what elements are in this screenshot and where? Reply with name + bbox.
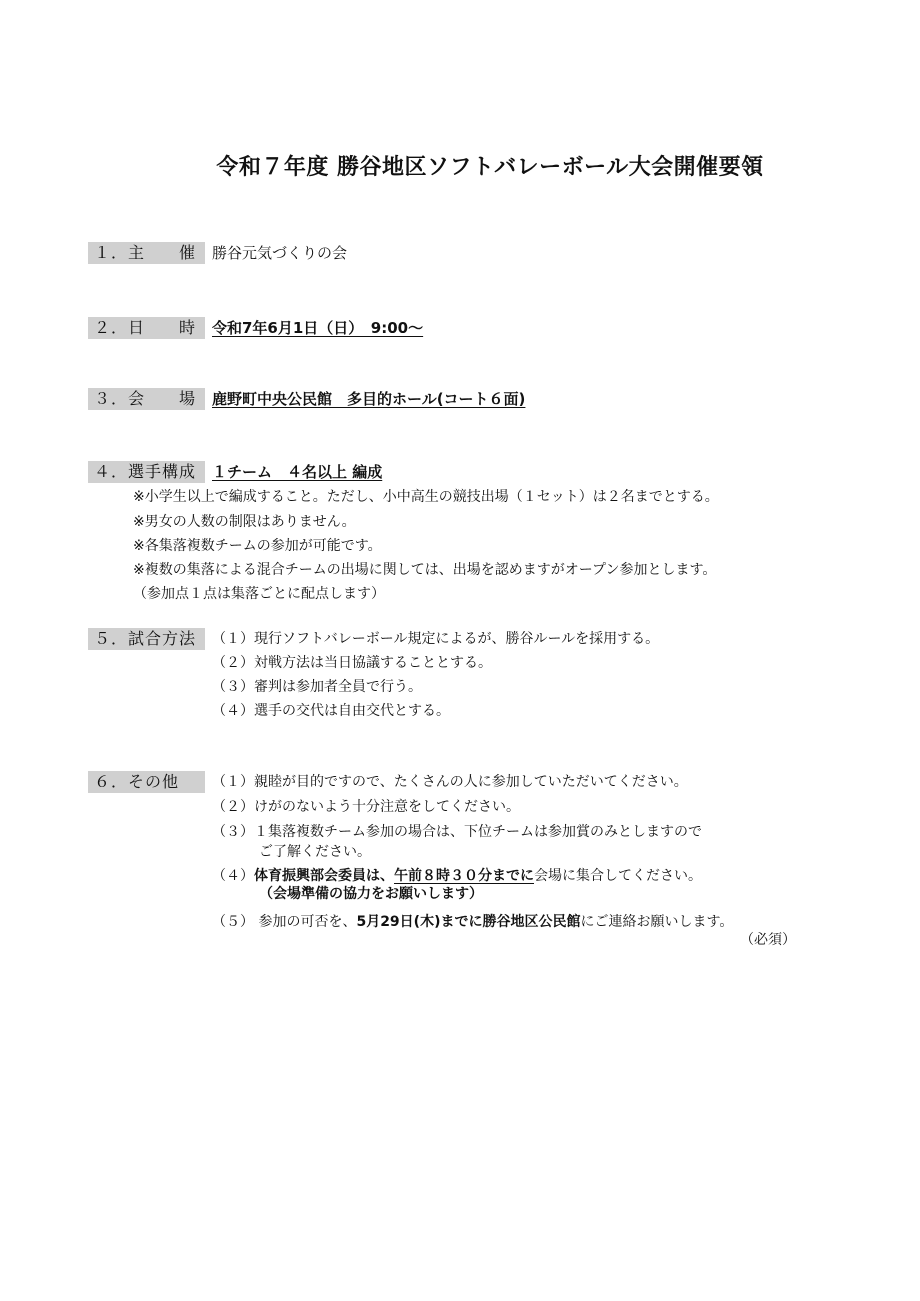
section-label-organizer (88, 242, 205, 264)
item-text: （５） 参加の可否を、 (212, 914, 357, 930)
players-note: ※小学生以上で編成すること。ただし、小中高生の競技出場（１セット）は２名までとする。 (133, 489, 719, 505)
rules-item: （１）現行ソフトバレーボール規定によるが、勝谷ルールを採用する。 (212, 631, 660, 647)
players-note: ※各集落複数チームの参加が可能です。 (133, 538, 382, 554)
rules-item: （２）対戦方法は当日協議することとする。 (212, 655, 492, 671)
section-label-other: ６．その他 (88, 771, 205, 793)
required-note: （必須） (740, 932, 796, 948)
section-label-char: 会 (128, 389, 146, 408)
emphasis-text: 体育振興部会委員は、 (254, 868, 394, 884)
rules-item: （４）選手の交代は自由交代とする。 (212, 703, 450, 719)
rules-item: （３）審判は参加者全員で行う。 (212, 679, 422, 695)
other-item (212, 912, 733, 932)
organizer-value: 勝谷元気づくりの会 (212, 244, 348, 262)
section-number: ３． (94, 389, 129, 408)
section-label-char: 日 (128, 318, 146, 337)
players-value: １チーム ４名以上 編成 (212, 463, 383, 481)
other-item-continued: ご了解ください。 (259, 844, 371, 860)
other-item: （３）１集落複数チーム参加の場合は、下位チームは参加賞のみとしますので (212, 824, 702, 840)
deadline-time: 午前８時３０分までに (394, 868, 534, 884)
section-number: １． (94, 243, 129, 262)
item-number: （４） (212, 868, 254, 884)
players-note: ※複数の集落による混合チームの出場に関しては、出場を認めますがオープン参加とします。 (133, 562, 717, 578)
other-item: （１）親睦が目的ですので、たくさんの人に参加していただいてください。 (212, 774, 688, 790)
other-item-continued: （会場準備の協力をお願いします） (259, 886, 483, 902)
item-text: にご連絡お願いします。 (580, 914, 734, 930)
venue-value: 鹿野町中央公民館 多目的ホール(コート６面) (212, 390, 526, 408)
section-label-char: 場 (179, 389, 197, 408)
date-value: 令和7年6月1日（日） 9:00～ (212, 319, 424, 337)
section-label-char: 催 (179, 243, 197, 262)
item-text: 会場に集合してください。 (534, 868, 702, 884)
section-label-rules: ５．試合方法 (88, 628, 205, 650)
other-item (212, 866, 702, 886)
other-item: （２）けがのないよう十分注意をしてください。 (212, 799, 520, 815)
section-label-venue (88, 388, 205, 410)
section-label-date (88, 317, 205, 339)
page-title: 令和７年度 勝谷地区ソフトバレーボール大会開催要領 (216, 155, 764, 180)
players-note: （参加点１点は集落ごとに配点します） (133, 586, 385, 602)
deadline-contact: 5月29日(木)までに勝谷地区公民館 (356, 914, 581, 930)
section-number: ２． (94, 318, 129, 337)
section-label-char: 主 (128, 243, 146, 262)
players-note: ※男女の人数の制限はありません。 (133, 514, 356, 530)
section-label-char: 時 (179, 318, 197, 337)
section-label-players: ４．選手構成 (88, 461, 205, 483)
